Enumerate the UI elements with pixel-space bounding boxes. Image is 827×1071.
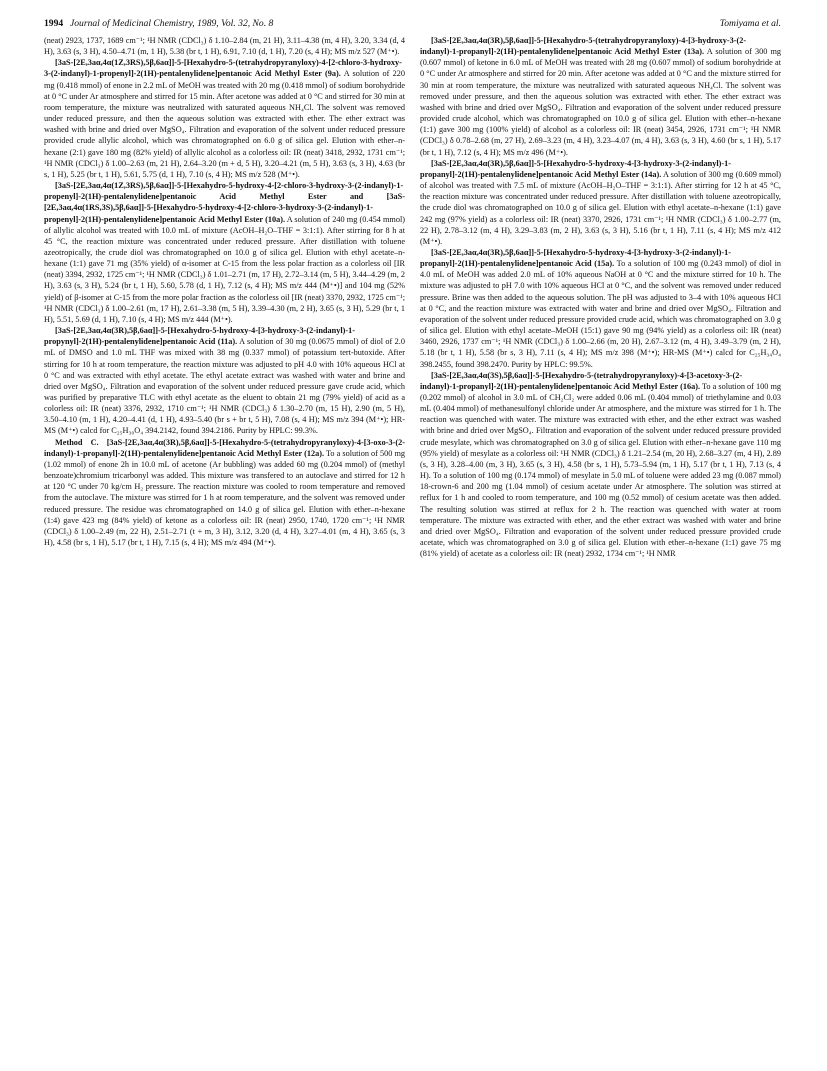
compound-title: [3aS-[2E,3aα,4α(3R),5β,6aα]]-5-[Hexahydro-5-(tetrahydropyranyloxy)-4-[3-hydroxy-3-(2-indanyl)-1-propanyl]-2(1H)-pentalenylidene]pentanoic Acid Methyl Ester (13a).	[420, 36, 747, 57]
running-header	[44, 17, 781, 31]
paragraph-text: To a solution of 500 mg (1.02 mmol) of enone 2h in 10.0 mL of acetone (Ar bubbling) was added 60 mg (0.204 mmol) of (methyl benzoate)chromium tricarbonyl was added. This mixture was transfered to an autoclave and stirred for 12 h at 120 °C under 70 kg/cm H₂ pressure. The reaction mixture was cooled to room temperature and removed from the autoclave. The mixture was stirred for 1 h at room temperature, and the solvent was removed under reduced pressure. The residue was chromatographed on 14.0 g of silica gel. Elution with ether–n-hexane (1:4) gave 423 mg (84% yield) of ketone as a colorless oil: IR (neat) 2950, 1740, 1720 cm⁻¹; ¹H NMR (CDCl₃) δ 1.00–2.49 (m, 22 H), 2.51–2.71 (t + m, 3 H), 3.12, 3.20 (d, 4 H), 3.27–4.01 (m, 4 H), 3.65 (s, 3 H), 4.58 (br s, 1 H), 5.17 (br t, 1 H), 7.15 (s, 4 H); MS m/z 494 (M⁺•).	[44, 448, 405, 548]
compound-title: Method C. [3aS-[2E,3aα,4α(3R),5β,6aα]]-5-[Hexahydro-5-(tetrahydropyranyloxy)-4-[3-oxo-3-(2-indanyl)-1-propanyl]-2(1H)-pentalenylidene]pentanoic Acid Methyl Ester (12a).	[44, 437, 405, 458]
page-number: 1994	[44, 18, 64, 29]
paragraph	[420, 247, 781, 370]
paragraph-text: A solution of 300 mg (0.607 mmol) of ketone in 6.0 mL of MeOH was treated with 28 mg (0.607 mmol) of sodium borohydride at 0 °C under Ar atmosphere and stirred for 20 min. After acetone was added at 0 °C and the mixture stirred for 30 min at room temperature, the mixture was neutralized with saturated aqueous NH₄Cl. The solvent was removed under pressure, and then the aqueous solution was extracted with ether. The ether extract was washed with brine and dried over MgSO₄. Filtration and evaporation of the solvent under reduced pressure provided crude alcohol, which was chromatographed on 10.0 g of silica gel. Elution with ether–n-hexane (1:1) gave 300 mg (100% yield) of alcohol as a colorless oil: IR (neat) 3454, 2926, 1731 cm⁻¹; ¹H NMR (CDCl₃) δ 0.78–2.68 (m, 27 H), 2.69–3.23 (m, 4 H), 3.23–4.07 (m, 4 H), 3.63 (s, 3 H), 4.60 (br s, 1 H), 5.17 (br t, 1 H), 7.12 (s, 4 H); MS m/z 496 (M⁺•).	[420, 47, 781, 157]
paragraph-text: To a solution of 100 mg (0.202 mmol) of alcohol in 3.0 mL of CH₂Cl₂ were added 0.06 mL (0.404 mmol) of triethylamine and 0.03 mL (0.404 mmol) of methanesulfonyl chloride under Ar atmosphere, and the mixture was stirred for 1 h. The reaction was quenched with water. The mixture was extracted with ether, and the ether extract was washed with brine and dried over MgSO₄. Filtration and evaporation of the solvent under reduced pressure provided crude mesylate, which was chromatographed on 3.0 g of silica gel. Elution with ether–n-hexane gave 110 mg (95% yield) of mesylate as a colorless oil: ¹H NMR (CDCl₃) δ 1.21–2.54 (m, 20 H), 2.68–3.27 (m, 4 H), 2.89 (s, 3 H), 3.28–4.00 (m, 3 H), 3.65 (s, 3 H), 4.58 (br s, 1 H), 5.73–5.94 (m, 1 H), 5.17 (br t, 1 H), 7.13 (s, 4 H). To a solution of 100 mg (0.174 mmol) of mesylate in 5.0 mL of toluene were added 23 mg (0.087 mmol) 18-crown-6 and 200 mg (1.04 mmol) of cesium acetate under Ar atmosphere. The solution was stirred at reflux for 1 h and cooled to room temperature, and 100 mg (0.52 mmol) of cesium acetate was then added. The resulting solution was stirred at reflux for 2 h. The reaction was quenched with water at room temperature. The mixture was extracted with ether, and the ether extract was washed with water and brine and dried over MgSO₄. Filtration and evaporation of the solvent under reduced pressure provided crude acetate, which was chromatographed on 3.0 g of silica gel. Elution with ether–n-hexane (1:1) gave 75 mg (81% yield) of acetate as a colorless oil: IR (neat) 2932, 1734 cm⁻¹; ¹H NMR	[420, 381, 781, 559]
paragraph	[44, 57, 405, 180]
paragraph-text: A solution of 30 mg (0.0675 mmol) of diol of 2.0 mL of DMSO and 1.0 mL THF was mixed with 38 mg (0.337 mmol) of potassium tert-butoxide. After stirring for 10 h at room temperature, the reaction mixture was adjusted to pH 4.0 with 10% aqueous HCl at 0 °C and was extracted with ethyl acetate. The ethyl acetate extract was washed with water and brine and dried over MgSO₄. Filtration and evaporation of the solvent under reduced pressure gave crude acid, which was purified by preparative TLC with ethyl acetate as the eluent to obtain 21 mg (79% yield) of acid as a colorless oil: IR (neat) 3376, 2932, 1710 cm⁻¹; ¹H NMR (CDCl₃) δ 1.30–2.70 (m, 15 H), 2.90 (m, 5 H), 3.50–4.10 (m, 1 H), 4.20–4.41 (d, 1 H), 4.93–5.40 (br s + br t, 5 H), 7.08 (s, 4 H); MS m/z 394 (M⁺•); HR-MS (M⁺•) calcd for C₂₅H₃₀O₄ 394.2142, found 394.2186. Purity by HPLC: 99.3%.	[44, 337, 405, 436]
paragraph-text: To a solution of 100 mg (0.243 mmol) of diol in 4.0 mL of MeOH was added 2.0 mL of 10% aqueous NaOH at 0 °C and the mixture stirred for 10 h. The mixture was adjusted to pH 7.0 with 10% aqueous HCl at 0 °C, and the solvent was removed under reduced pressure. Brine was then added to the aqueous solution. The pH was adjusted to 3–4 with 10% aqueous HCl at 0 °C, and the reaction mixture was extracted with water and brine and dried over MgSO₄. Filtration and evaporation of the solvent under reduced pressure provided crude acid, which was chromatographed on 3.0 g of silica gel. Elution with ethyl acetate–MeOH (15:1) gave 90 mg (94% yield) as a colorless oil: IR (neat) 3460, 2926, 1737 cm⁻¹; ¹H NMR (CDCl₃) δ 1.00–2.66 (m, 20 H), 2.67–3.12 (m, 4 H), 3.49–3.79 (m, 2 H), 5.18 (br t, 1 H), 5.58 (br s, 3 H), 7.11 (s, 4 H); MS m/z 398 (M⁺•); HR-MS (M⁺•) calcd for C₂₅H₃₄O₄ 398.2455, found 398.2470. Purity by HPLC: 99.5%.	[420, 259, 781, 369]
right-column	[420, 35, 781, 1051]
running-author: Tomiyama et al.	[719, 18, 781, 29]
paragraph-text: A solution of 300 mg (0.609 mmol) of alcohol was treated with 7.5 mL of mixture (AcOH–H₂O–THF = 3:1:1). After stirring for 12 h at 45 °C, the reaction mixture was concentrated under reduced pressure. After distillation with toluene azeotropically, the crude diol was chromatographed on 10.0 g of silica gel. Elution with ethyl acetate–n-hexane (1:1) gave 242 mg (97% yield) as a colorless oil: IR (neat) 3370, 2926, 1731 cm⁻¹; ¹H NMR (CDCl₃) δ 1.00–2.77 (m, 22 H), 2.78–3.12 (m, 4 H), 3.29–3.83 (m, 2 H), 3.63 (s, 3 H), 5.16 (br t, 1 H), 7.11 (s, 4 H); MS m/z 412 (M⁺•).	[420, 169, 781, 246]
paragraph	[420, 35, 781, 158]
paragraph	[44, 180, 405, 325]
paragraph	[420, 370, 781, 560]
compound-title: [3aS-[2E,3aα,4α(3R),5β,6aα]]-5-[Hexahydro-5-hydroxy-4-[3-hydroxy-3-(2-indanyl)-1-propanyl]-2(1H)-pentalenylidene]pentanoic Acid Methyl Ester (14a).	[420, 158, 732, 179]
journal-citation: Journal of Medicinal Chemistry, 1989, Vol. 32, No. 8	[70, 18, 274, 29]
compound-title: [3aS-[2E,3aα,4α(3R),5β,6aα]]-5-[Hexahydro-5-hydroxy-4-[3-hydroxy-3-(2-indanyl)-1-propynyl]-2(1H)-pentalenylidene]pentanoic Acid (11a).	[44, 326, 356, 347]
paragraph	[44, 325, 405, 437]
compound-title: [3aS-[2E,3aα,4α(3S),5β,6aα]]-5-[Hexahydro-5-(tetrahydropyranyloxy)-4-[3-acetoxy-3-(2-indanyl)-1-propanyl]-2(1H)-pentalenylidene]pentanoic Acid Methyl Ester (16a).	[420, 370, 743, 391]
compound-title: [3aS-[2E,3aα,4α(1Z,3RS),5β,6aα]]-5-[Hexahydro-5-(tetrahydropyranyloxy)-4-[2-chloro-3-hydroxy-3-(2-indanyl)-1-propenyl]-2(1H)-pentalenylidene]pentanoic Acid Methyl Ester (9a).	[44, 58, 402, 79]
paragraph	[420, 158, 781, 247]
paragraph-text: (neat) 2923, 1737, 1689 cm⁻¹; ¹H NMR (CDCl₃) δ 1.10–2.84 (m, 21 H), 3.11–4.38 (m, 4 H), 3.20, 3.34 (d, 4 H), 3.63 (s, 3 H), 4.50–4.71 (m, 1 H), 5.38 (br t, 1 H), 6.91, 7.10 (d, 1 H), 7.20 (s, 4 H); MS m/z 527 (M⁺•).	[44, 36, 405, 57]
compound-title: [3aS-[2E,3aα,4α(3R),5β,6aα]]-5-[Hexahydro-5-hydroxy-4-[3-hydroxy-3-(2-indanyl)-1-propanyl]-2(1H)-pentalenylidene]pentanoic Acid (15a).	[420, 247, 732, 269]
paragraph-text: A solution of 240 mg (0.454 mmol) of allylic alcohol was treated with 10.0 mL of mixture (AcOH–H₂O–THF = 3:1:1). After stirring for 8 h at 45 °C, the reaction mixture was concentrated under reduced pressure. After distillation with toluene azeotropically, the crude diol was chromatographed on 10.0 g of silica gel. Elution with ethyl acetate–n-hexane (1:1) gave 71 mg (35% yield) of α-isomer at C-15 from the less polar fraction as a colorless oil [IR (neat) 3394, 2932, 1725 cm⁻¹; ¹H NMR (CDCl₃) δ 1.01–2.71 (m, 17 H), 2.72–3.14 (m, 5 H), 3.44–4.29 (m, 2 H), 3.63 (s, 3 H), 5.24 (br t, 1 H), 5.60, 5.78 (d, 1 H), 7.12 (s, 4 H); MS m/z 444 (M⁺•)] and 104 mg (52% yield) of β-isomer at C-15 from the more polar fraction as the colorless oil [IR (neat) 3370, 2932, 1725 cm⁻¹; ¹H NMR (CDCl₃) δ 1.00–2.61 (m, 17 H), 2.61–3.38 (m, 5 H), 3.39–4.30 (m, 2 H), 3.65 (s, 3 H), 5.29 (br t, 1 H), 5.51, 5.69 (d, 1 H), 7.10 (s, 4 H); MS m/z 444 (M⁺•).	[44, 214, 405, 324]
compound-title: [3aS-[2E,3aα,4α(1Z,3RS),5β,6aα]]-5-[Hexahydro-5-hydroxy-4-[2-chloro-3-hydroxy-3-(2-indanyl)-1-propenyl]-2(1H)-pentalenylidene]pentanoic Acid Methyl Ester and [3aS-[2E,3aα,4α(1RS,3S),5β,6aα]]-5-[Hexahydro-5-hydroxy-4-[2-chloro-3-hydroxy-3-(2-indanyl)-1-propenyl]-2(1H)-pentalenylidene]pentanoic Acid Methyl Ester (10a).	[44, 181, 405, 224]
paragraph	[44, 437, 405, 549]
paragraph-text: A solution of 220 mg (0.418 mmol) of enone in 2.2 mL of MeOH was treated with 20 mg (0.418 mmol) of sodium borohydride at 0 °C under Ar atmosphere and stirred for 15 min. After acetone was added at 0 °C and stirred for 30 min at room temperature, the mixture was neutralized with saturated aqueous NH₄Cl. The solvent was removed under reduced pressure, and then the aqueous solution was extracted with ether. The ether extract was washed with brine and dried over MgSO₄. Filtration and evaporation of the solvent under reduced pressure provided crude allylic alcohol, which was chromatographed on 6.0 g of silica gel. Elution with ether–n-hexane (2:1) gave 180 mg (82% yield) of allylic alcohol as a colorless oil: IR (neat) 3418, 2932, 1731 cm⁻¹; ¹H NMR (CDCl₃) δ 1.00–2.63 (m, 21 H), 2.64–3.20 (m + d, 5 H), 3.20–4.21 (m, 5 H), 3.63 (s, 3 H), 4.63 (br s, 1 H), 5.25 (br t, 1 H), 5.61, 5.75 (d, 1 H), 7.10 (s, 4 H); MS m/z 528 (M⁺•).	[44, 69, 405, 179]
paragraph	[44, 35, 405, 57]
left-column	[44, 35, 405, 1051]
